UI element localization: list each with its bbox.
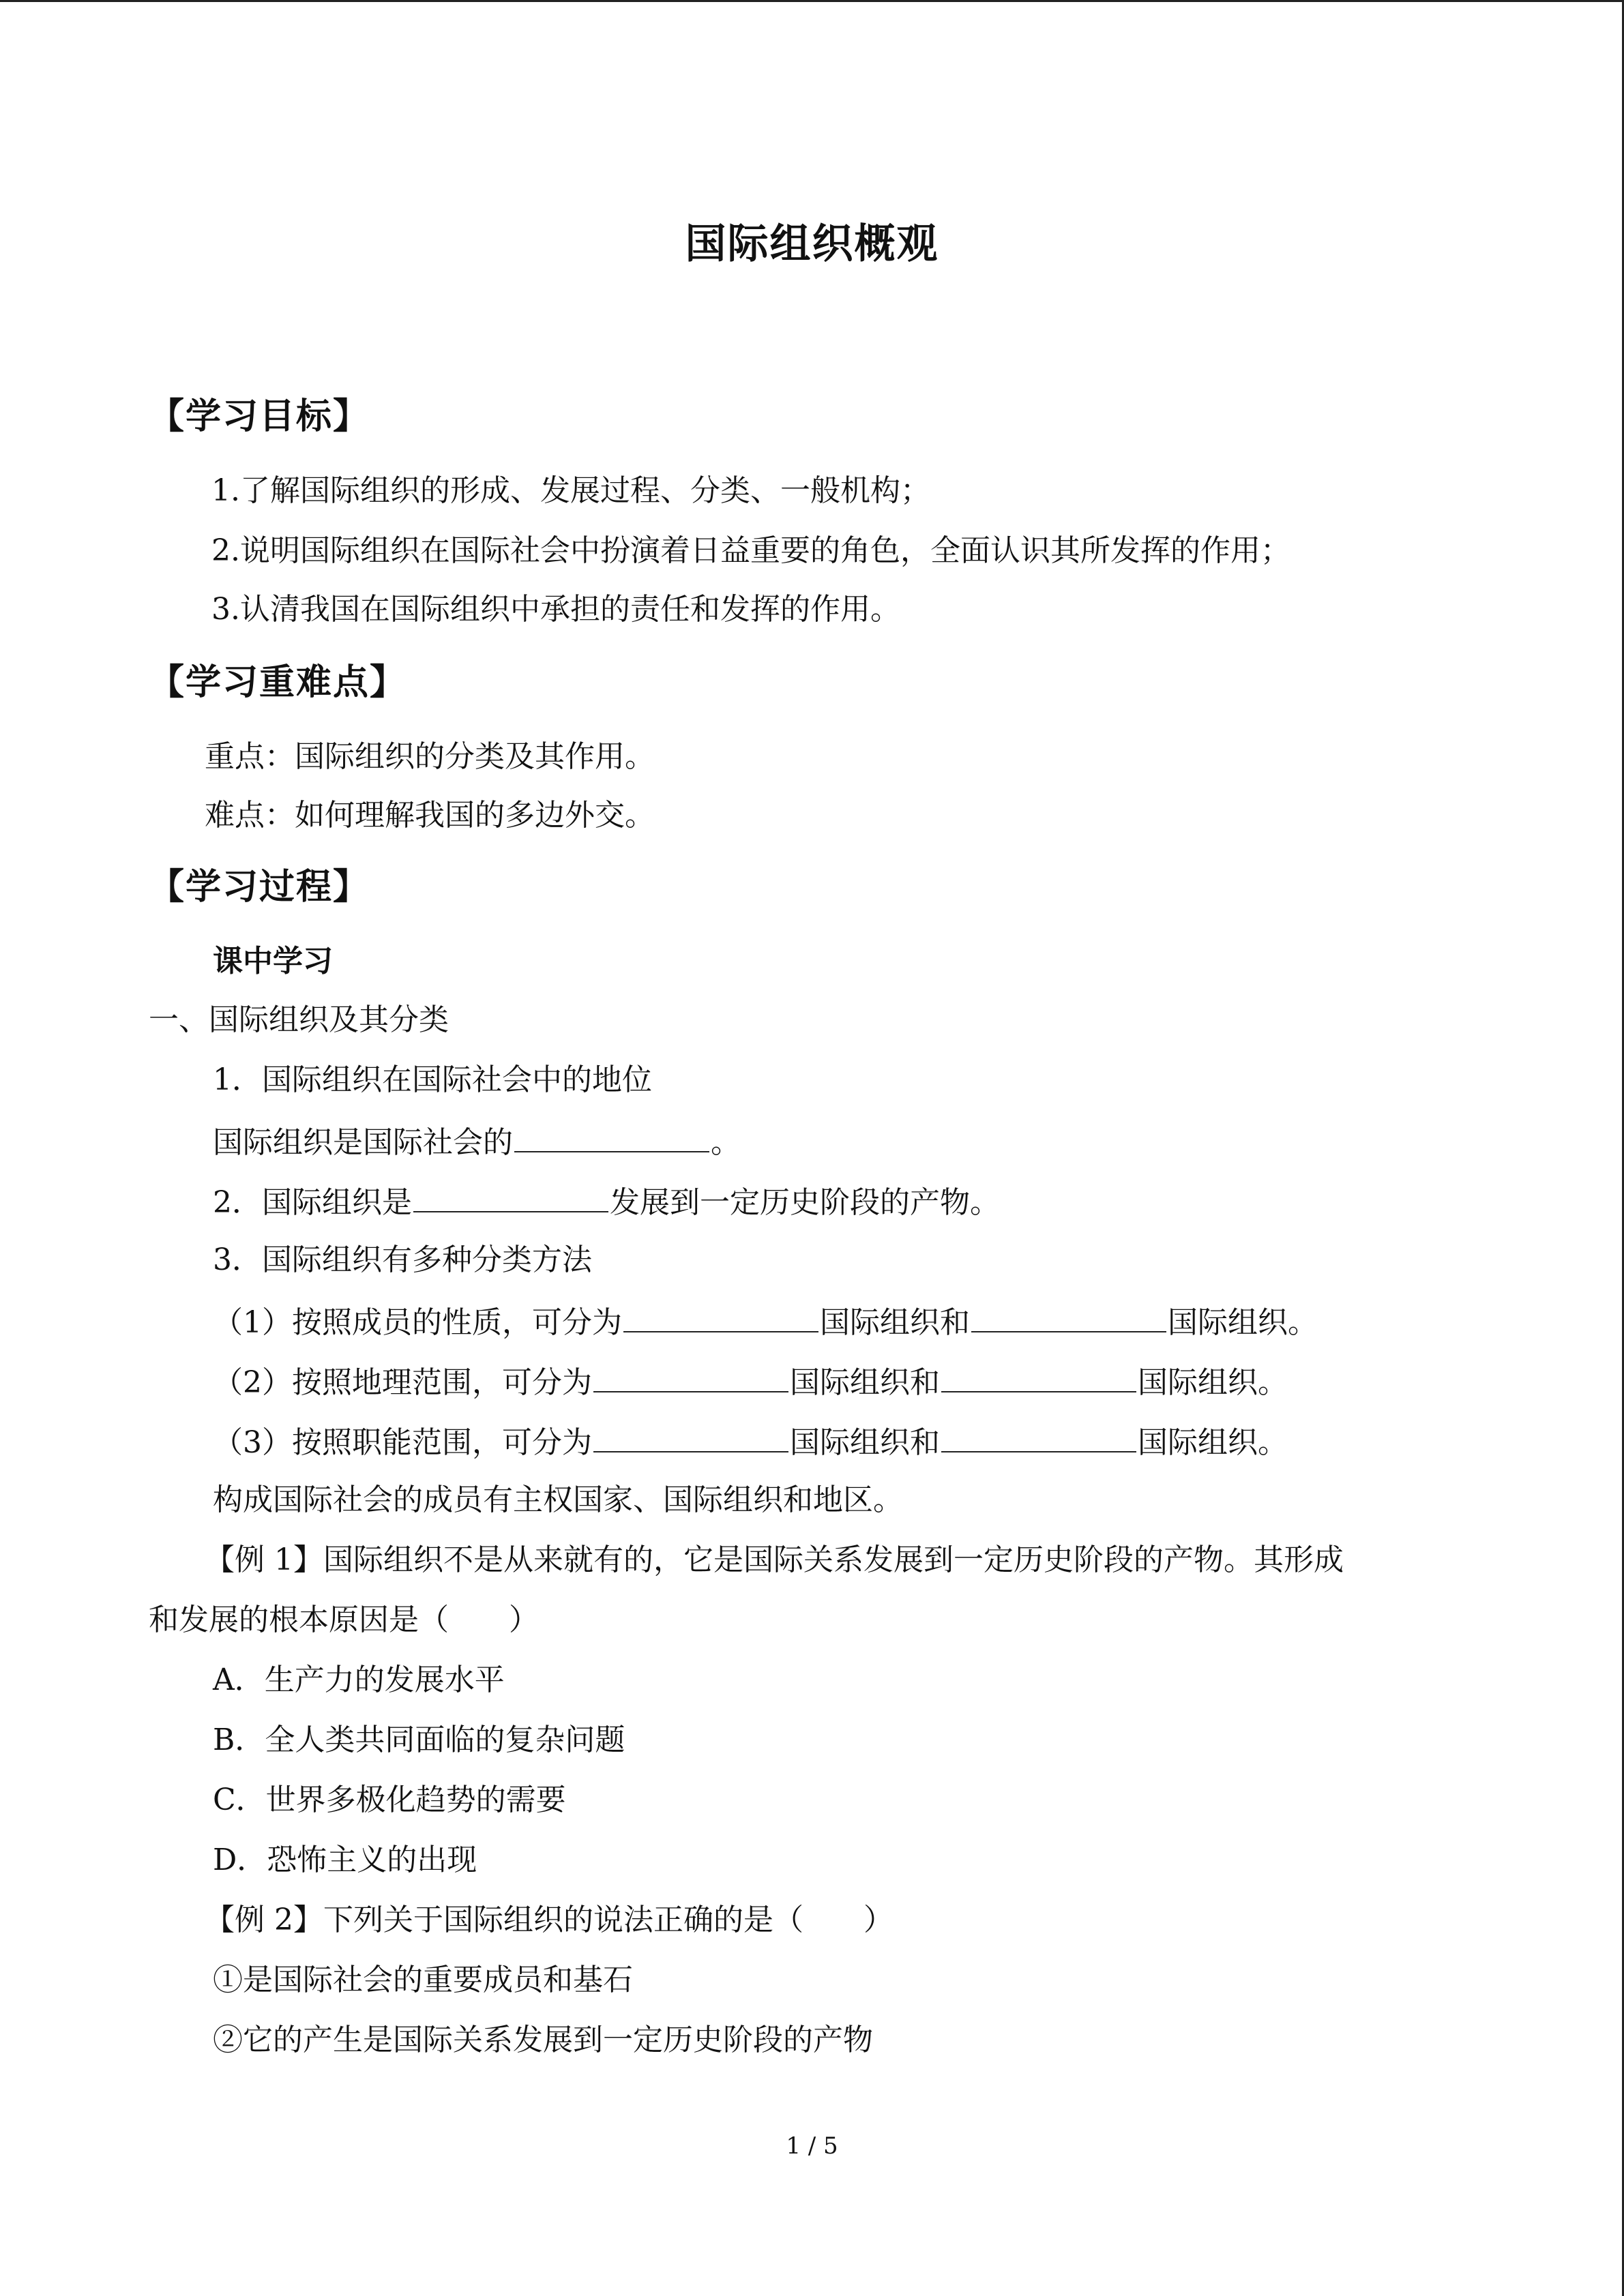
section-heading-key-points: 【学习重难点】 [149,662,407,703]
section-heading-process: 【学习过程】 [149,867,370,908]
fill-blank[interactable] [413,1181,608,1212]
question-3-2-a: （2）按照地理范围，可分为 [213,1365,592,1400]
question-3-1-c: 国际组织。 [1168,1305,1318,1340]
question-1-text-b: 。 [711,1125,741,1160]
difficult-point-item: 难点：如何理解我国的多边外交。 [205,798,655,833]
key-point-item: 重点：国际组织的分类及其作用。 [205,739,655,774]
example-1-option-c: C．世界多极化趋势的需要 [213,1783,566,1817]
question-2-text [213,1181,1000,1222]
fill-blank[interactable] [623,1301,818,1332]
page-number: 1 / 5 [786,2132,838,2160]
example-2-item-2: ②它的产生是国际关系发展到一定历史阶段的产物 [213,2023,873,2057]
fill-blank[interactable] [941,1421,1136,1452]
example-1-option-a: A．生产力的发展水平 [213,1663,505,1697]
goal-item-1: 1.了解国际组织的形成、发展过程、分类、一般机构； [211,473,930,508]
subheading-in-class: 课中学习 [213,944,333,979]
question-3-3-b: 国际组织和 [790,1425,940,1460]
question-3-2 [213,1361,1288,1402]
question-3-3-c: 国际组织。 [1138,1425,1288,1460]
example-1-line-2: 和发展的根本原因是（ ） [149,1602,539,1637]
fill-blank[interactable] [514,1121,709,1152]
part-one-heading: 一、国际组织及其分类 [149,1002,449,1037]
question-3-2-b: 国际组织和 [790,1365,940,1400]
question-1-title: 1．国际组织在国际社会中的地位 [213,1062,652,1097]
question-3-1-a: （1）按照成员的性质，可分为 [213,1305,622,1340]
goal-item-3: 3.认清我国在国际组织中承担的责任和发挥的作用。 [211,592,900,627]
question-1-text-a: 国际组织是国际社会的 [213,1125,513,1160]
question-3-title: 3．国际组织有多种分类方法 [213,1242,592,1277]
example-1-option-b: B．全人类共同面临的复杂问题 [213,1723,625,1757]
question-3-1-b: 国际组织和 [820,1305,970,1340]
fill-blank[interactable] [593,1421,788,1452]
example-1-option-d: D．恐怖主义的出现 [213,1843,477,1877]
example-1-line-1: 【例 1】国际组织不是从来就有的，它是国际关系发展到一定历史阶段的产物。其形成 [205,1542,1344,1577]
document-title: 国际组织概观 [685,220,939,268]
question-1-text [213,1121,741,1162]
question-3-3 [213,1421,1288,1462]
question-3-3-a: （3）按照职能范围，可分为 [213,1425,592,1460]
fill-blank[interactable] [971,1301,1166,1332]
note-text: 构成国际社会的成员有主权国家、国际组织和地区。 [213,1482,903,1517]
question-3-2-c: 国际组织。 [1138,1365,1288,1400]
question-3-1 [213,1301,1318,1342]
goal-item-2: 2.说明国际组织在国际社会中扮演着日益重要的角色，全面认识其所发挥的作用； [211,533,1290,568]
example-2-line-1: 【例 2】下列关于国际组织的说法正确的是（ ） [205,1903,894,1937]
example-2-item-1: ①是国际社会的重要成员和基石 [213,1963,633,1997]
fill-blank[interactable] [593,1361,788,1392]
fill-blank[interactable] [941,1361,1136,1392]
section-heading-goals: 【学习目标】 [149,396,370,437]
question-2-text-a: 2．国际组织是 [213,1185,412,1220]
question-2-text-b: 发展到一定历史阶段的产物。 [610,1185,1000,1220]
